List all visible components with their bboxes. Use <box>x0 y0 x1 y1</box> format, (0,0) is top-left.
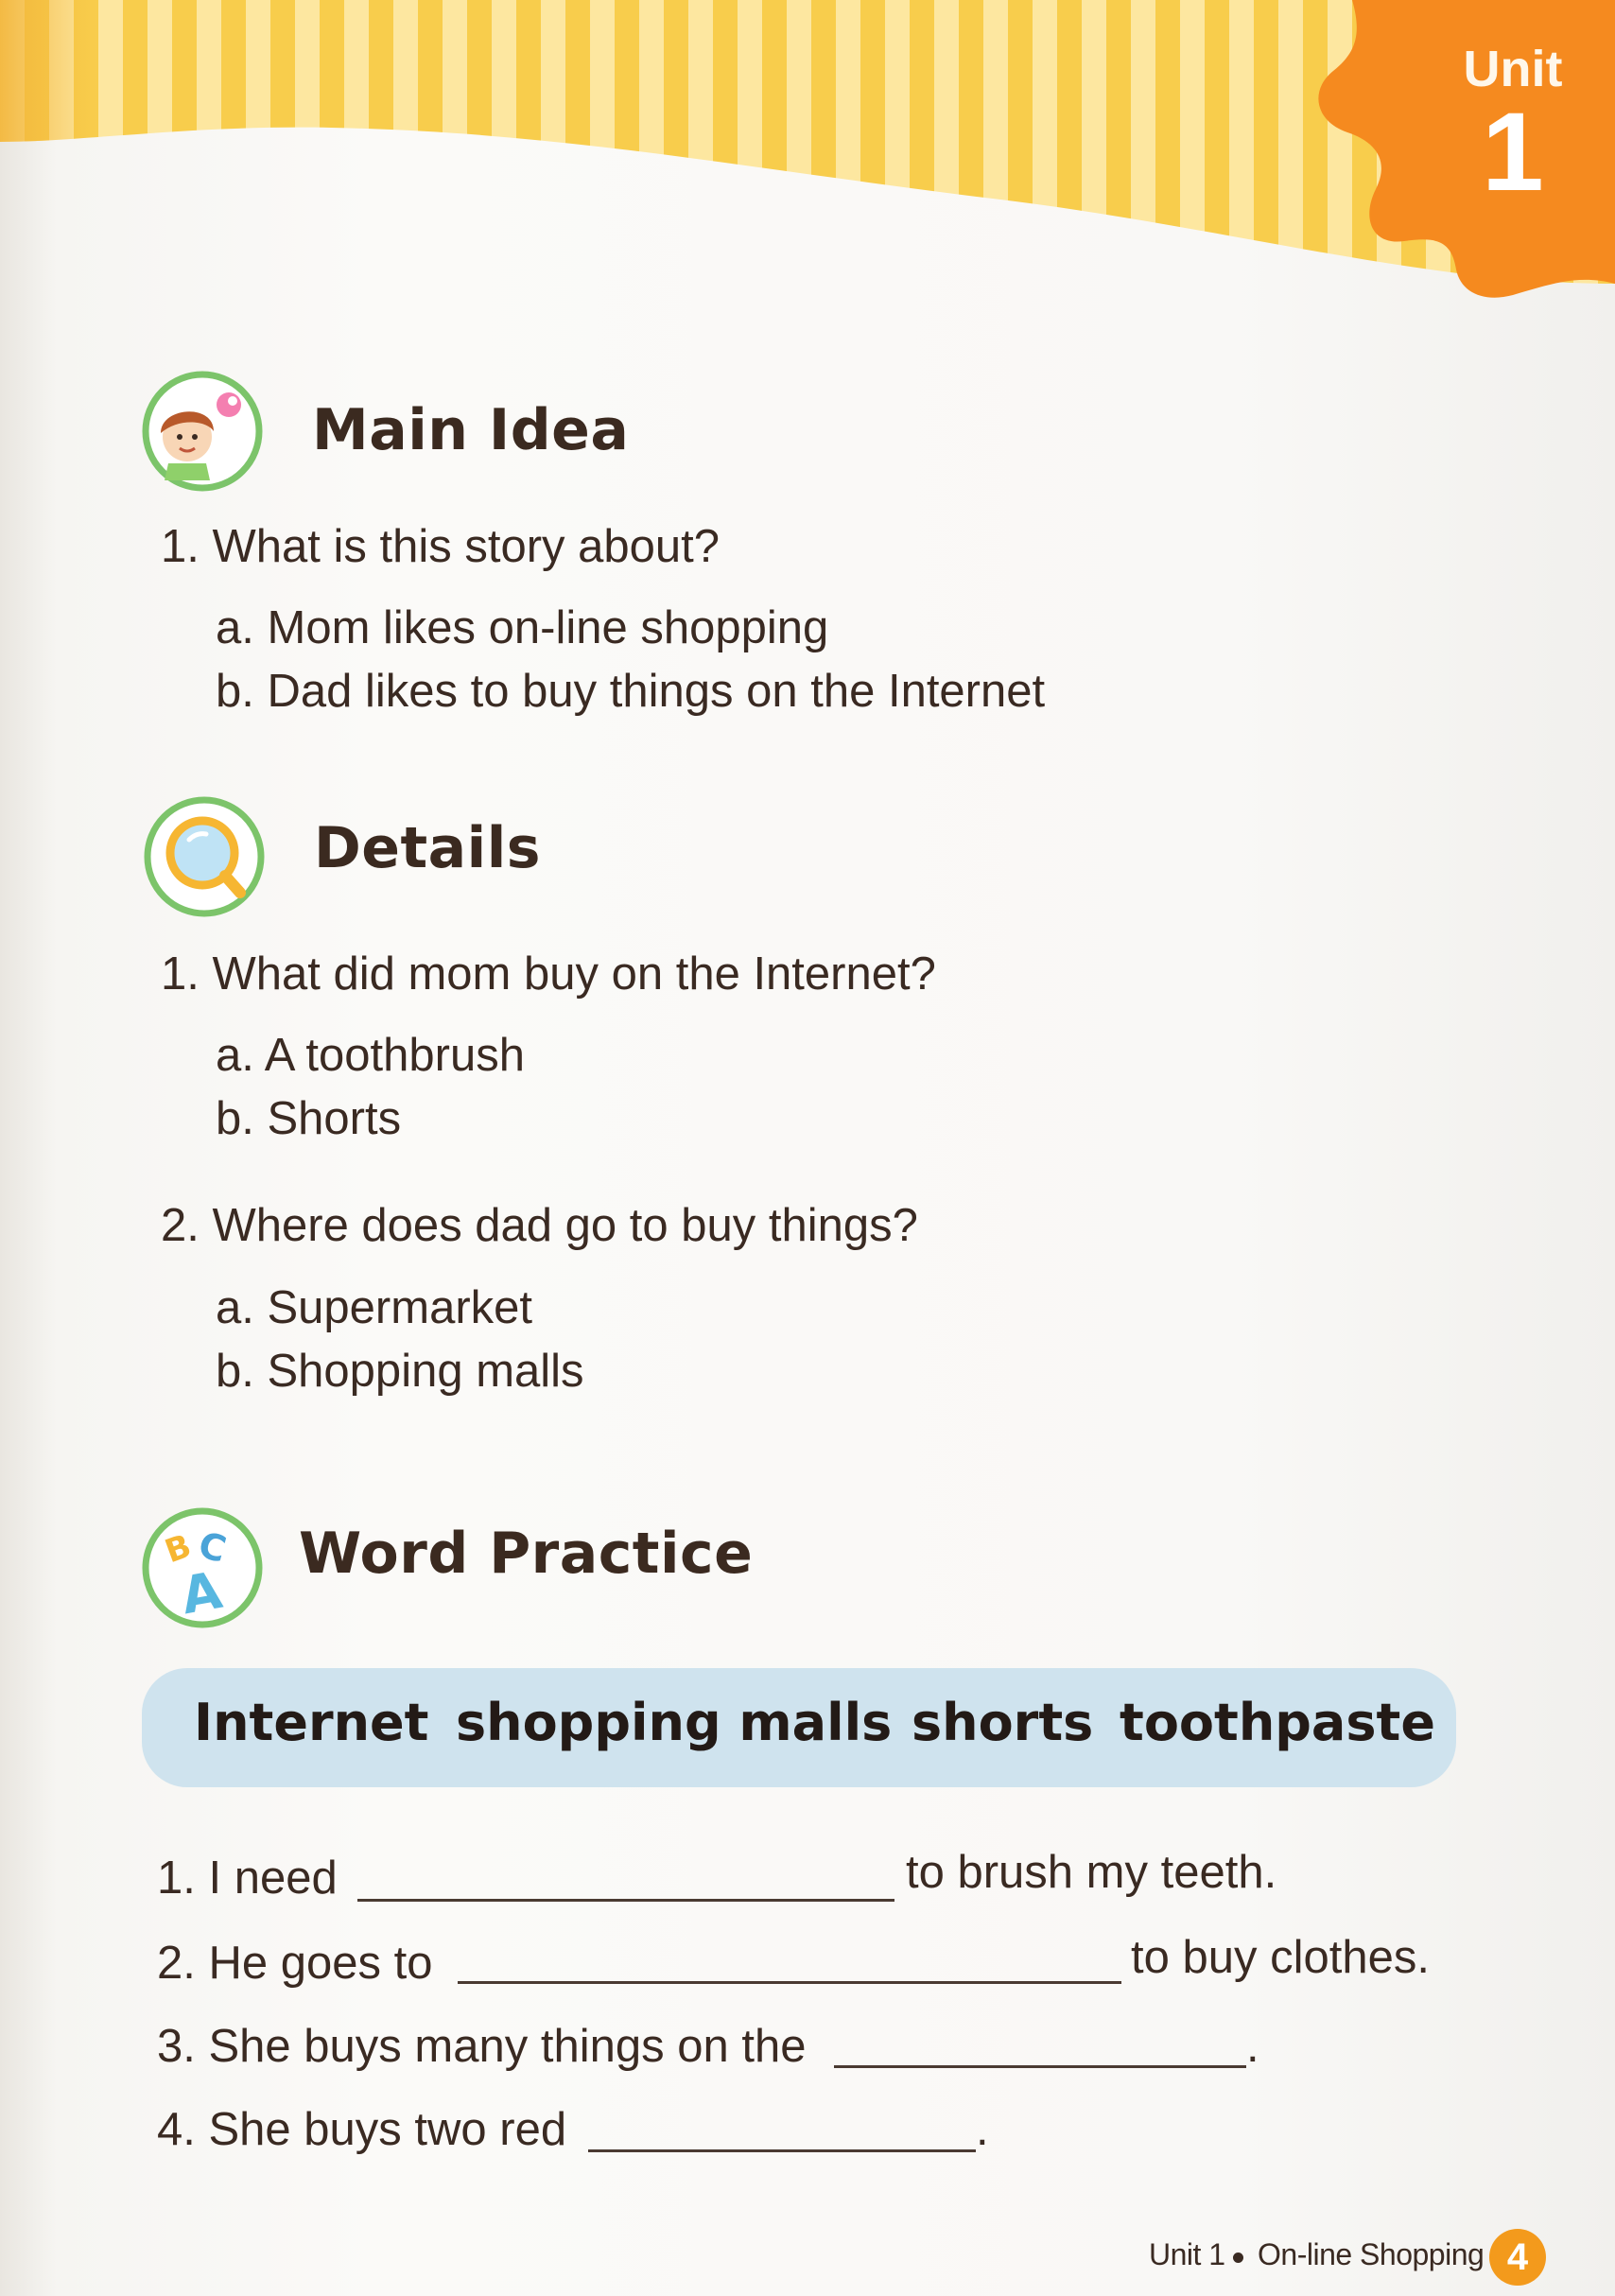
sentence-3-start <box>157 2020 806 2073</box>
option-letter: b. <box>216 666 254 717</box>
sentence-1-start <box>157 1852 338 1905</box>
svg-text:A: A <box>177 1559 227 1626</box>
option-letter: b. <box>216 1093 254 1144</box>
sentence-3-blank[interactable] <box>834 2065 1246 2068</box>
word-bank-item: shopping malls <box>456 1693 893 1752</box>
sentence-1-end: to brush my teeth. <box>906 1847 1277 1898</box>
unit-badge-star-icon <box>1295 0 1615 312</box>
details-q2-option-b <box>216 1345 584 1398</box>
sentence-2-start <box>157 1937 433 1990</box>
sentence-4-start <box>157 2103 566 2156</box>
main-idea-option-a <box>216 601 828 654</box>
option-text: A toothbrush <box>264 1030 525 1081</box>
sentence-number: 2. <box>157 1938 196 1989</box>
sentence-number: 3. <box>157 2021 196 2072</box>
sentence-text-before: I need <box>208 1852 338 1904</box>
details-q1-option-a <box>216 1029 525 1082</box>
sentence-3-end: . <box>1246 2021 1259 2072</box>
sentence-4-end: . <box>976 2104 989 2155</box>
question-text: What is this story about? <box>212 521 721 572</box>
details-question-2 <box>161 1199 918 1252</box>
word-practice-title: Word Practice <box>299 1521 754 1587</box>
sentence-text-before: He goes to <box>208 1938 433 1989</box>
option-letter: b. <box>216 1346 254 1397</box>
sentence-text-before: She buys two red <box>208 2104 567 2155</box>
sentence-number: 1. <box>157 1852 196 1904</box>
sentence-1-blank[interactable] <box>357 1899 894 1902</box>
details-q1-option-b <box>216 1092 401 1145</box>
sentence-text-before: She buys many things on the <box>208 2021 807 2072</box>
word-bank-item: Internet <box>194 1693 429 1752</box>
details-q2-option-a <box>216 1281 532 1334</box>
question-number: 1. <box>161 521 200 572</box>
option-text: Mom likes on-line shopping <box>267 602 829 653</box>
main-idea-title: Main Idea <box>312 397 630 463</box>
svg-text:B: B <box>160 1526 197 1572</box>
unit-label: Unit <box>1463 41 1563 97</box>
details-question-1 <box>161 948 936 1000</box>
option-text: Dad likes to buy things on the Internet <box>267 666 1046 717</box>
word-bank-item: shorts <box>912 1693 1094 1752</box>
sentence-2-blank[interactable] <box>458 1981 1121 1984</box>
option-letter: a. <box>216 1030 254 1081</box>
abc-blocks-icon <box>140 1505 265 1630</box>
word-bank-item: toothpaste <box>1120 1693 1435 1752</box>
option-text: Shorts <box>267 1093 402 1144</box>
magnifying-glass-icon <box>142 794 267 919</box>
details-title: Details <box>314 815 542 881</box>
unit-number: 1 <box>1482 90 1544 215</box>
girl-face-icon <box>140 369 265 494</box>
question-text: What did mom buy on the Internet? <box>212 948 936 1000</box>
sentence-number: 4. <box>157 2104 196 2155</box>
main-idea-question-1 <box>161 520 720 573</box>
option-text: Shopping malls <box>267 1346 584 1397</box>
sentence-2-end: to buy clothes. <box>1131 1932 1430 1983</box>
question-number: 1. <box>161 948 200 1000</box>
question-text: Where does dad go to buy things? <box>212 1200 918 1251</box>
option-text: Supermarket <box>267 1282 533 1333</box>
page-number-badge: 4 <box>1489 2229 1546 2286</box>
question-number: 2. <box>161 1200 200 1251</box>
footer-bullet <box>1233 2253 1243 2263</box>
svg-text:C: C <box>194 1523 231 1571</box>
footer-title: On-line Shopping <box>1258 2237 1485 2271</box>
sentence-4-blank[interactable] <box>588 2149 976 2152</box>
option-letter: a. <box>216 1282 254 1333</box>
option-letter: a. <box>216 602 254 653</box>
footer-unit: Unit 1 <box>1149 2237 1225 2271</box>
main-idea-option-b <box>216 665 1045 718</box>
